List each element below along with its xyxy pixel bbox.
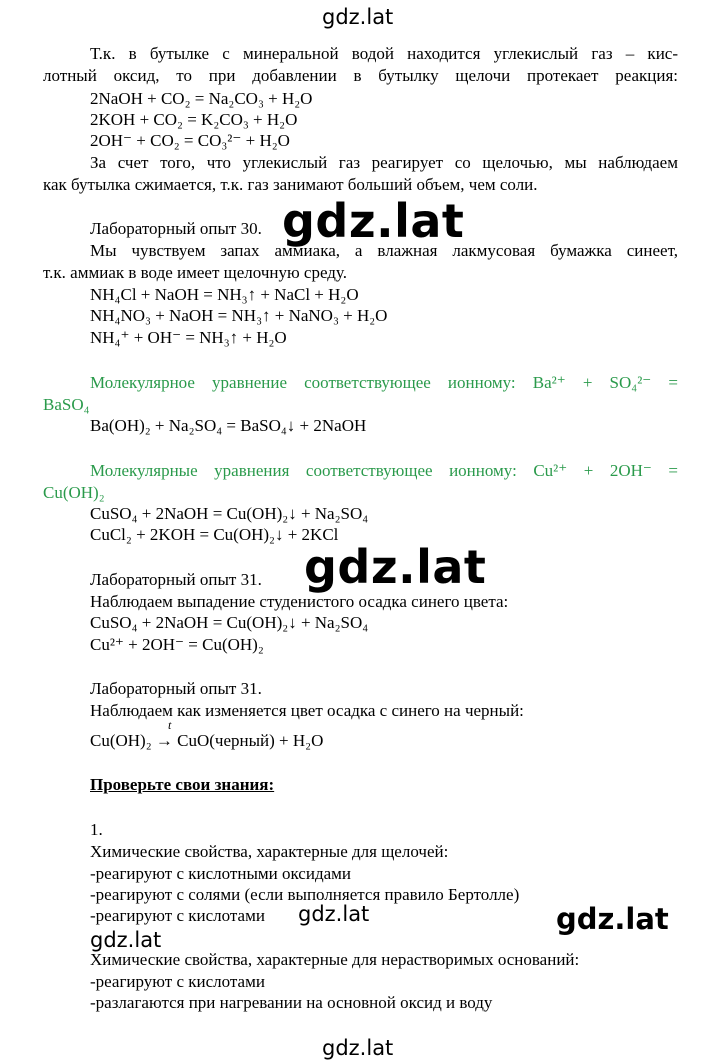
equation-nh4no3: NH₄NO₃ + NaOH = NH₃↑ + NaNO₃ + H₂O: [90, 306, 388, 325]
para1-line3: За счет того, что углекислый газ реагирует со щелочью, мы наблюдаем: [90, 153, 678, 172]
watermark-mid-left: gdz.lat: [298, 902, 370, 926]
watermark-big-1: gdz.lat: [282, 194, 465, 248]
experiment-30-line1: Мы чувствуем запах аммиака, а влажная лакмусовая бумажка синеет,: [90, 241, 678, 260]
experiment-30-title: Лабораторный опыт 30.: [90, 219, 262, 238]
watermark-right: gdz.lat: [556, 902, 669, 936]
ionic2-line2: Cu(OH)₂: [43, 483, 105, 502]
equation-baoh2: Ba(OH)₂ + Na₂SO₄ = BaSO₄↓ + 2NaOH: [90, 416, 367, 435]
question-number: 1.: [90, 820, 103, 839]
experiment-31a-line1: Наблюдаем выпадение студенистого осадка синего цвета:: [90, 592, 509, 611]
equation-cuoh2-decompose: Cu(OH)₂ → CuO(черный) + H₂O: [90, 731, 324, 750]
experiment-30-line2: т.к. аммиак в воде имеет щелочную среду.: [43, 263, 347, 282]
check-line1: Химические свойства, характерные для щелочей:: [90, 842, 449, 861]
watermark-top: gdz.lat: [322, 5, 394, 29]
watermark-left: gdz.lat: [90, 928, 162, 952]
check-line7: -разлагаются при нагревании на основной оксид и воду: [90, 993, 493, 1012]
para1-line2: лотный оксид, то при добавлении в бутылку щелочи протекает реакция:: [43, 66, 678, 85]
ionic1-line1: Молекулярное уравнение соответствующее ионному: Ba²⁺ + SO₄²⁻ =: [90, 373, 678, 392]
equation-koh-co2: 2KOH + CO₂ = K₂CO₃ + H₂O: [90, 110, 298, 129]
watermark-big-2: gdz.lat: [304, 540, 487, 594]
temperature-label: t: [168, 718, 172, 732]
ionic2-line1: Молекулярные уравнения соответствующее ионному: Cu²⁺ + 2OH⁻ =: [90, 461, 678, 480]
watermark-bottom: gdz.lat: [322, 1036, 394, 1060]
para1-line4: как бутылка сжимается, т.к. газ занимают больший объем, чем соли.: [43, 175, 538, 194]
check-line3: -реагируют с солями (если выполняется правило Бертолле): [90, 885, 520, 904]
equation-cuso4-naoh: CuSO₄ + 2NaOH = Cu(OH)₂↓ + Na₂SO₄: [90, 504, 369, 523]
experiment-31a-title: Лабораторный опыт 31.: [90, 570, 262, 589]
equation-naoh-co2: 2NaOH + CO₂ = Na₂CO₃ + H₂O: [90, 89, 313, 108]
ionic1-line2: BaSO₄: [43, 395, 90, 414]
experiment-31b-title: Лабораторный опыт 31.: [90, 679, 262, 698]
para1-line1: Т.к. в бутылке с минеральной водой находится углекислый газ – кис-: [90, 44, 678, 63]
experiment-31b-line1: Наблюдаем как изменяется цвет осадка с синего на черный:: [90, 701, 524, 720]
section-heading: Проверьте свои знания:: [90, 775, 275, 794]
equation-nh4-ionic: NH₄⁺ + OH⁻ = NH₃↑ + H₂O: [90, 328, 287, 347]
equation-nh4cl: NH₄Cl + NaOH = NH₃↑ + NaCl + H₂O: [90, 285, 359, 304]
equation-cucl2-koh: CuCl₂ + 2KOH = Cu(OH)₂↓ + 2KCl: [90, 525, 339, 544]
check-line2: -реагируют с кислотными оксидами: [90, 864, 352, 883]
equation-ionic-co2: 2OH⁻ + CO₂ = CO₃²⁻ + H₂O: [90, 131, 290, 150]
equation-cu-ionic: Cu²⁺ + 2OH⁻ = Cu(OH)₂: [90, 635, 264, 654]
check-line4: -реагируют с кислотами: [90, 906, 265, 925]
check-line5: Химические свойства, характерные для нерастворимых оснований:: [90, 950, 580, 969]
check-line6: -реагируют с кислотами: [90, 972, 265, 991]
equation-cuso4-naoh-2: CuSO₄ + 2NaOH = Cu(OH)₂↓ + Na₂SO₄: [90, 613, 369, 632]
